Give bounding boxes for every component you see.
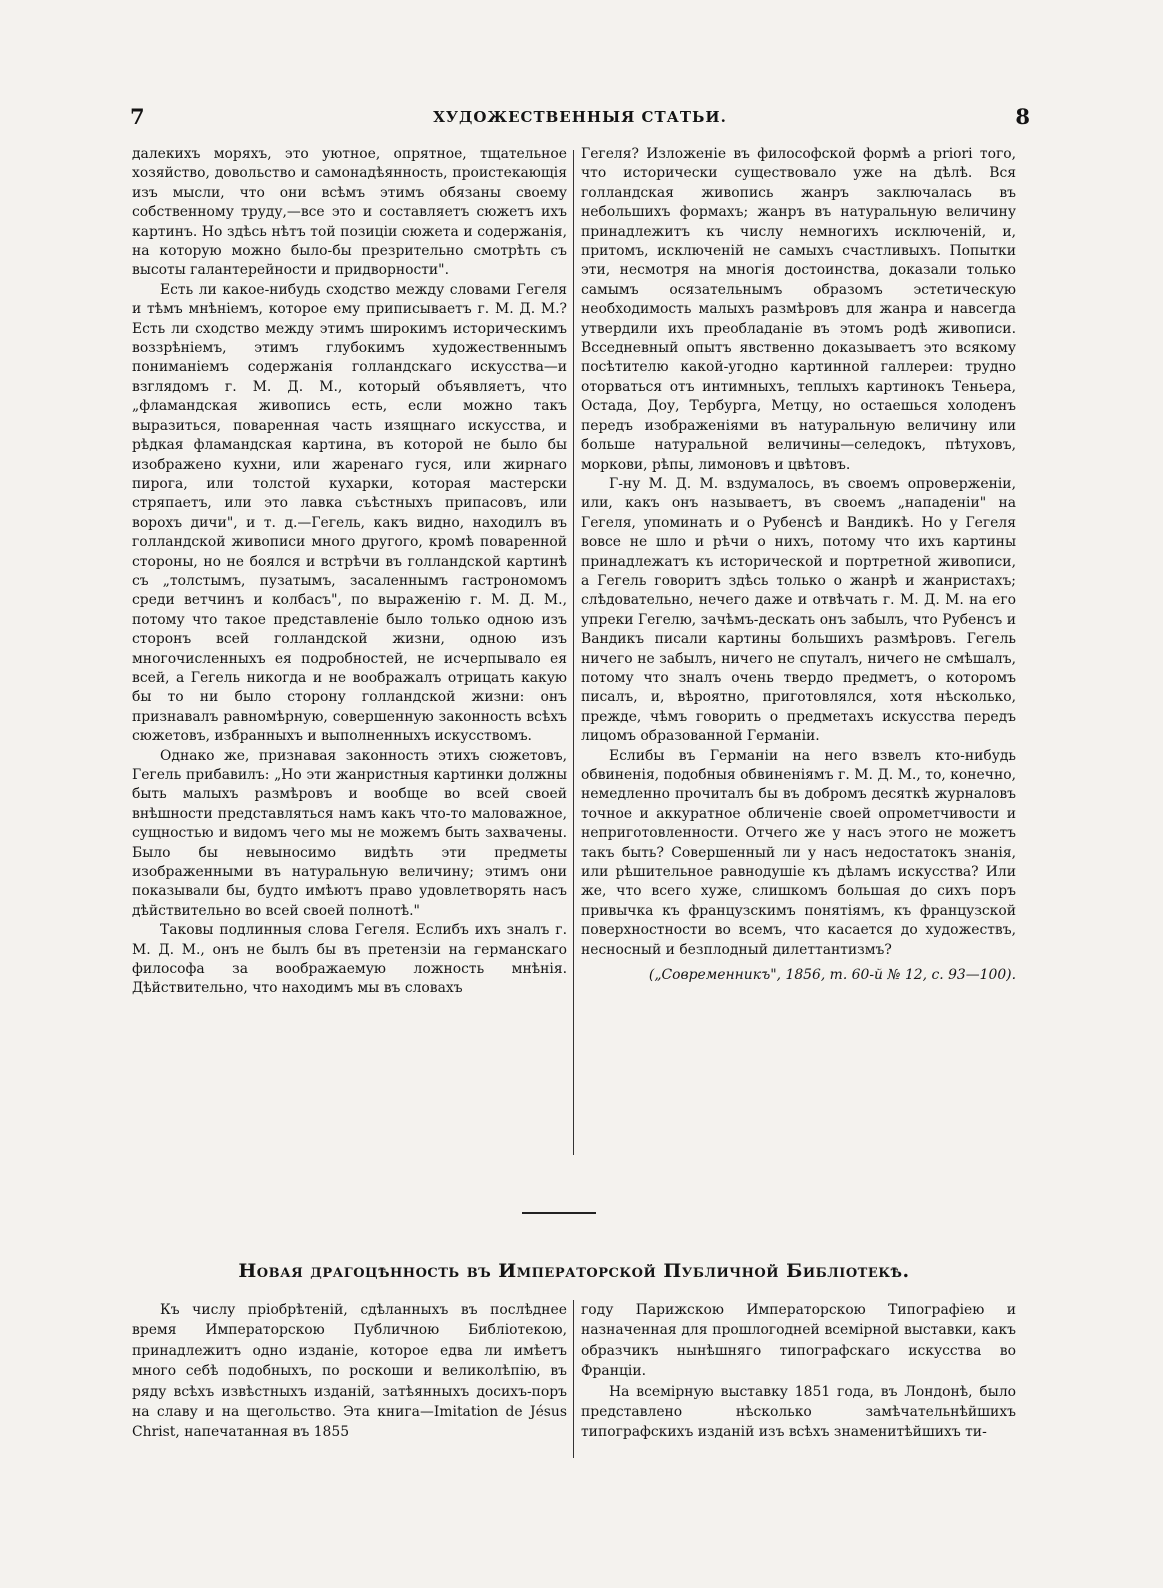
paragraph: Таковы подлинныя слова Гегеля. Еслибъ ихъ зналъ г. М. Д. М., онъ не былъ бы въ претензіи на германскаго философа за воображаемую ложность мнѣнія. Дѣйствительно, что находимъ мы въ словахъ — [132, 922, 567, 997]
text-column-right — [581, 145, 1016, 1180]
page-number-right: 8 — [1015, 104, 1030, 129]
article-title: Новая драгоцѣнность въ Императорской Публичной Библіотекѣ. — [238, 1260, 910, 1282]
source-citation: („Современникъ", 1856, т. 60-й № 12, с. 93—100). — [648, 967, 1016, 984]
article-column-left — [132, 1300, 567, 1470]
article-column-right — [581, 1300, 1016, 1470]
section-separator — [522, 1212, 596, 1214]
page-number-left: 7 — [130, 104, 145, 129]
paragraph: Еслибы въ Германіи на него взвелъ кто-нибудь обвиненія, подобныя обвиненіямъ г. М. Д. М., то, конечно, немедленно прочиталъ бы въ добромъ десяткѣ журналовъ точное и аккуратное обличеніе своей опрометчивости и неприготовленности. Отчего же у насъ этого не можетъ такъ быть? Совершенный ли у насъ недостатокъ знанія, или рѣшительное равнодушіе къ дѣламъ искусства? Или же, что всего хуже, слишкомъ большая до сихъ поръ привычка къ французскимъ понятіямъ, къ французской поверхностности во всемъ, что касается до художествъ, несносный и безплодный дилеттантизмъ? — [581, 747, 1016, 958]
paragraph: Къ числу пріобрѣтеній, сдѣланныхъ въ послѣднее время Императорскою Публичною Библіотекою, принадлежитъ одно изданіе, которое едва ли имѣетъ много себѣ подобныхъ, по роскоши и великолѣпію, въ ряду всѣхъ извѣстныхъ изданій, затѣянныхъ досихъ-поръ на славу и на щегольство. Эта книга—Imitation de Jésus Christ, напечатанная въ 1855 — [132, 1302, 567, 1441]
paragraph: году Парижскою Императорскою Типографіею и назначенная для прошлогодней всемірной выставки, какъ образчикъ нынѣшняго типографскаго искусства во Франціи. — [581, 1302, 1016, 1380]
text-column-left — [132, 145, 567, 1180]
paragraph: Однако же, признавая законность этихъ сюжетовъ, Гегель прибавилъ: „Но эти жанристныя картинки должны быть малыхъ размѣровъ и вообще во всей своей внѣшности представляться намъ какъ что-то маловажное, сущностью и видомъ чего мы не можемъ быть захвачены. Было бы невыносимо видѣть эти предметы изображенными въ натуральную величину; этимъ они показывали бы, будто имѣютъ право удовлетворять насъ дѣйствительно во всей своей полнотѣ." — [132, 747, 567, 919]
column-divider — [573, 150, 574, 1155]
running-header — [130, 104, 1030, 134]
paragraph: Гегеля? Изложеніе въ философской формѣ a priori того, что исторически существовало уже на дѣлѣ. Вся голландская живопись жанръ заключалась въ небольшихъ формахъ; жанръ въ натуральную величину принадлежитъ къ числу немногихъ исключеній, и, притомъ, исключеній не самыхъ счастливыхъ. Попытки эти, несмотря на многія достоинства, доказали только самымъ осязательнымъ образомъ эстетическую необходимость малыхъ размѣровъ для жанра и навсегда утвердили ихъ преобладаніе въ этомъ родѣ живописи. Всседневный опытъ явственно доказываетъ это всякому посѣтителю какой-угодно картинной галлереи: трудно оторваться отъ интимныхъ, теплыхъ картинокъ Теньера, Остада, Доу, Тербурга, Метцу, но остаешься холоденъ передъ изображеніями въ натуральную величину или больше натуральной величины—селедокъ, пѣтуховъ, моркови, рѣпы, лимоновъ и цвѣтовъ. — [581, 146, 1016, 473]
column-divider — [573, 1300, 574, 1458]
paragraph: Есть ли какое-нибудь сходство между словами Гегеля и тѣмъ мнѣніемъ, которое ему приписываетъ г. М. Д. М.? Есть ли сходство между этимъ широкимъ историческимъ воззрѣніемъ, этимъ глубокимъ художественнымъ пониманіемъ содержанія голландскаго искусства—и взглядомъ г. М. Д. М., который объявляетъ, что „фламандская живопись есть, если можно такъ выразиться, поваренная часть изящнаго искусства, и рѣдкая фламандская картина, въ которой не было бы изображено кухни, или жаренаго гуся, или жирнаго пирога, или толстой кухарки, которая мастерски стряпаетъ, или это лавка съѣстныхъ припасовъ, или ворохъ дичи", и т. д.—Гегель, какъ видно, находилъ въ голландской живописи много другого, кромѣ поваренной стороны, но не боялся и встрѣчи въ голландской картинѣ съ „толстымъ, пузатымъ, засаленнымъ гастрономомъ среди ветчинъ и колбасъ", по выраженію г. М. Д. М., потому что такое представленіе было только одною изъ сторонъ всей голландской жизни, одною изъ многочисленныхъ ея подробностей, не исчерпывало ея всей, а Гегель никогда и не воображалъ отрицать какую бы то ни было сторону голландской жизни: онъ признавалъ равномѣрную, совершенную законность всѣхъ сюжетовъ, избранныхъ и выполненныхъ искусствомъ. — [132, 281, 567, 745]
paragraph: Г-ну М. Д. М. вздумалось, въ своемъ опроверженіи, или, какъ онъ называетъ, въ своемъ „нападеніи" на Гегеля, упоминать и о Рубенсѣ и Вандикѣ. Но у Гегеля вовсе не шло и рѣчи о нихъ, потому что ихъ картины принадлежатъ къ исторической и портретной живописи, а Гегель говоритъ здѣсь только о жанрѣ и жанристахъ; слѣдовательно, нечего даже и отвѣчать г. М. Д. М. на его упреки Гегелю, зачѣмъ-дескать онъ забылъ, что Рубенсъ и Вандикъ писали картины большихъ размѣровъ. Гегель ничего не забылъ, ничего не спуталъ, ничего не смѣшалъ, потому что зналъ очень твердо предметъ, о которомъ писалъ, и, вѣроятно, приготовлялся, хотя нѣсколько, прежде, чѣмъ говорить о предметахъ искусства передъ лицомъ образованной Германіи. — [581, 475, 1016, 745]
paragraph: далекихъ моряхъ, это уютное, опрятное, тщательное хозяйство, довольство и самонадѣянность, проистекающія изъ мысли, что они всѣмъ этимъ обязаны своему собственному труду,—все это и составляетъ сюжетъ ихъ картинъ. Но здѣсь нѣтъ той позиціи сюжета и содержанія, на которую можно было-бы презрительно смотрѣть съ высоты галантерейности и придворности". — [132, 146, 567, 279]
running-title: ХУДОЖЕСТВЕННЫЯ СТАТЬИ. — [433, 108, 727, 126]
paragraph: На всемірную выставку 1851 года, въ Лондонѣ, было представлено нѣсколько замѣчательнѣйшихъ типографскихъ изданій изъ всѣхъ знаменитѣйшихъ ти- — [581, 1383, 1016, 1441]
